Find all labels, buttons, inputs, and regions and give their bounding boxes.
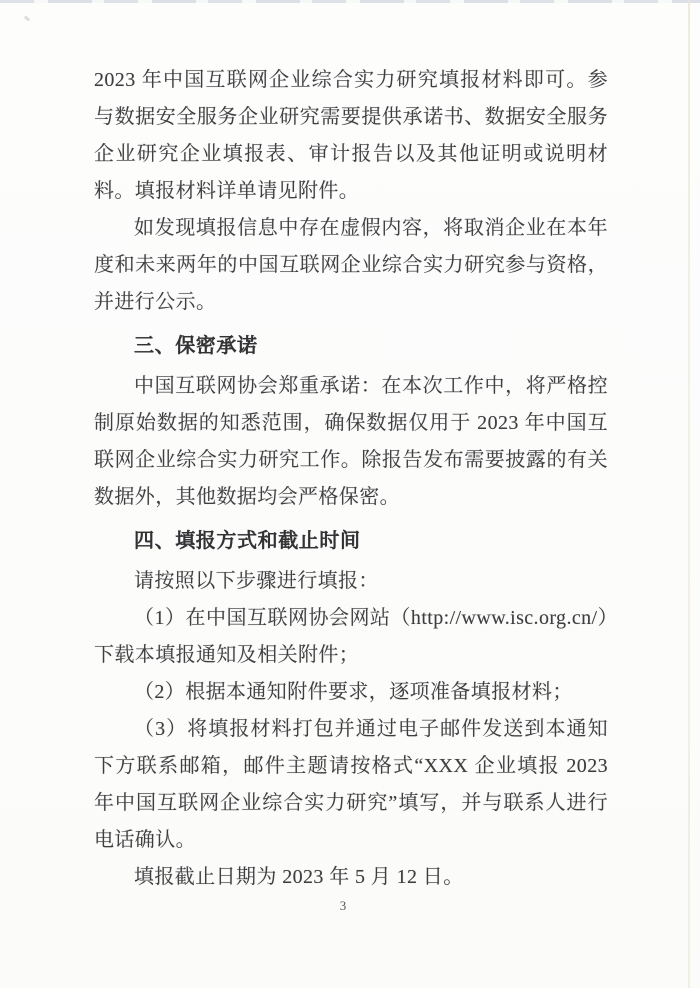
section-3-heading: 三、保密承诺 xyxy=(134,335,258,357)
step-2-paragraph: （2）根据本通知附件要求，逐项准备填报材料； xyxy=(134,681,573,703)
section-4-heading: 四、填报方式和截止时间 xyxy=(134,530,361,552)
scan-speck-artifact xyxy=(24,15,31,21)
false-info-warning-paragraph: 如发现填报信息中存在虚假内容，将取消企业在本年度和未来两年的中国互联网企业综合实力研究参与资格，并进行公示。 xyxy=(94,217,608,313)
scan-top-edge-artifact xyxy=(0,0,700,3)
deadline-paragraph: 填报截止日期为 2023 年 5 月 12 日。 xyxy=(134,866,464,888)
steps-intro-paragraph: 请按照以下步骤进行填报： xyxy=(134,570,379,592)
confidentiality-paragraph: 中国互联网协会郑重承诺：在本次工作中，将严格控制原始数据的知悉范围，确保数据仅用于 2023 年中国互联网企业综合实力研究工作。除报告发布需要披露的有关数据外，其他数据均会严格保密。 xyxy=(94,375,608,508)
step-3-paragraph: （3）将填报材料打包并通过电子邮件发送到本通知下方联系邮箱，邮件主题请按格式“XXX 企业填报 2023 年中国互联网企业综合实力研究”填写，并与联系人进行电话确认。 xyxy=(94,718,608,851)
scan-right-edge-artifact xyxy=(688,0,690,988)
step-1-paragraph: （1）在中国互联网协会网站（http://www.isc.org.cn/）下载本填报通知及相关附件； xyxy=(94,607,608,666)
continuation-paragraph: 2023 年中国互联网企业综合实力研究填报材料即可。参与数据安全服务企业研究需要提供承诺书、数据安全服务企业研究企业填报表、审计报告以及其他证明或说明材料。填报材料详单请见附件。 xyxy=(94,69,608,202)
document-body xyxy=(94,62,608,896)
page-number: 3 xyxy=(339,898,347,913)
